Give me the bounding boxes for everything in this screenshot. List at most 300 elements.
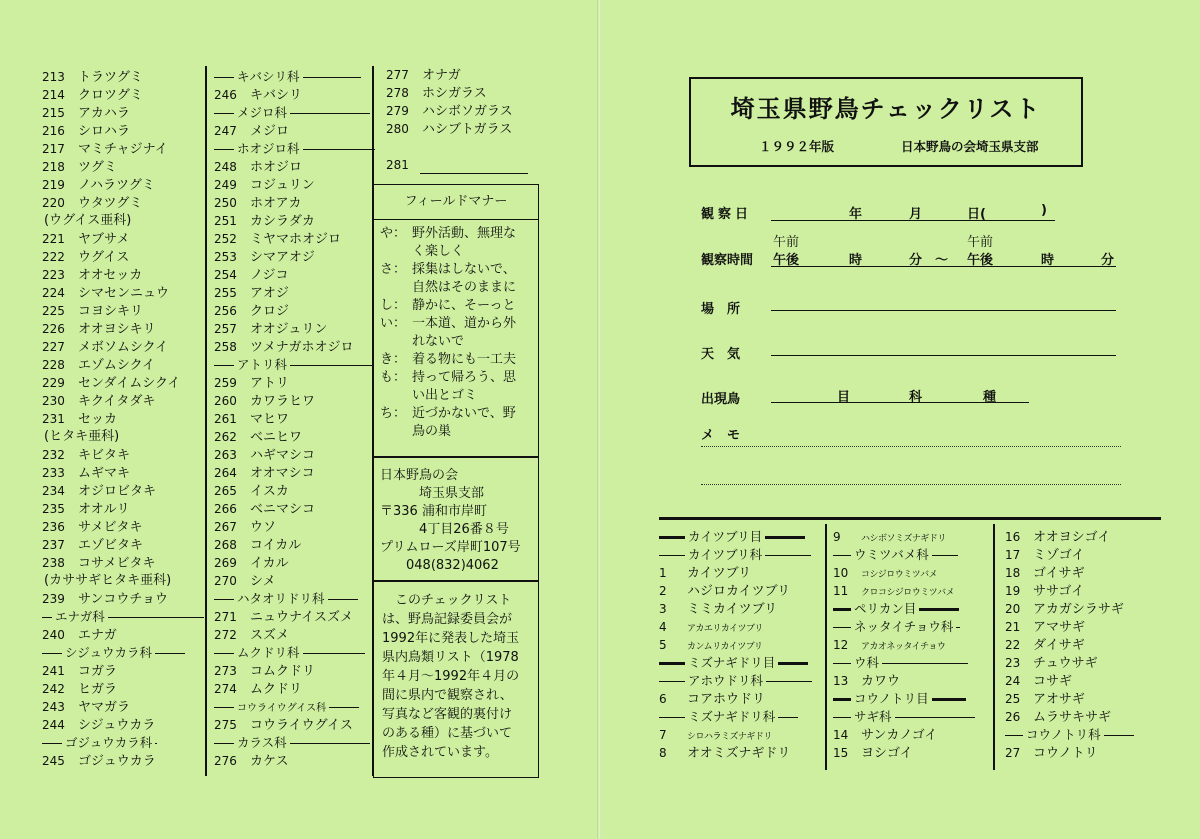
family-label: シジュウカラ科 — [65, 645, 152, 660]
species-name: ノジコ — [250, 268, 289, 283]
field-manner-title: フィールドマナー — [374, 185, 538, 220]
address-line: 埼玉県支部 — [380, 486, 485, 501]
header-rule-right — [932, 698, 966, 701]
species-entry — [659, 726, 839, 744]
header-rule-right — [765, 555, 811, 556]
species-number: 234 — [42, 484, 65, 498]
species-name: ハギマシコ — [250, 448, 316, 463]
species-number: 236 — [42, 520, 65, 534]
memo-line-1[interactable] — [701, 446, 1121, 447]
species-entry — [1005, 690, 1165, 708]
manner-line — [380, 243, 516, 261]
species-name: キビタキ — [78, 448, 131, 463]
species-number: 228 — [42, 358, 65, 372]
start-hour-unit: 時 — [849, 253, 863, 268]
family-header — [214, 68, 374, 86]
species-entry — [42, 86, 202, 104]
header-rule-right — [290, 365, 374, 366]
species-name: スズメ — [250, 628, 290, 643]
family-label: ウ科 — [854, 655, 880, 670]
family-label: ネッタイチョウ科 — [854, 619, 954, 634]
header-rule-left — [42, 617, 52, 618]
species-entry — [214, 212, 374, 230]
header-rule-left — [214, 653, 234, 654]
family-header — [833, 708, 998, 726]
species-entry — [42, 464, 202, 482]
species-number: 275 — [214, 718, 237, 732]
species-name: イカル — [250, 556, 289, 571]
species-name: ウグイス — [78, 250, 130, 265]
species-name: ツメナガホオジロ — [250, 340, 354, 355]
species-entry — [386, 102, 536, 120]
species-name: エナガ — [78, 628, 117, 643]
species-entry — [833, 528, 998, 546]
species-entry — [1005, 654, 1165, 672]
header-rule-left — [833, 663, 851, 664]
species-entry — [1005, 582, 1165, 600]
species-number: 271 — [214, 610, 237, 624]
subfamily-text: (ヒタキ亜科) — [44, 429, 120, 444]
species-entry — [42, 680, 202, 698]
species-name: コムクドリ — [250, 664, 316, 679]
species-name: トラツグミ — [78, 70, 143, 85]
species-name: ホオアカ — [250, 196, 302, 211]
species-entry — [214, 158, 374, 176]
species-entry — [833, 582, 998, 600]
species-number: 261 — [214, 412, 237, 426]
species-entry — [42, 248, 202, 266]
species-number: 6 — [659, 692, 667, 706]
date-month-unit: 月 — [909, 207, 923, 222]
species-name: カイツブリ — [687, 566, 752, 581]
species-name: ササゴイ — [1033, 584, 1085, 599]
species-number: 10 — [833, 566, 849, 580]
species-entry — [42, 140, 202, 158]
species-number: 11 — [833, 584, 849, 598]
header-rule-right — [932, 555, 958, 556]
left-page — [0, 0, 598, 839]
species-number: 27 — [1005, 746, 1021, 760]
manner-text: い出とゴミ — [412, 388, 478, 403]
species-entry — [214, 680, 374, 698]
family-header — [42, 644, 202, 662]
species-number: 19 — [1005, 584, 1021, 598]
manner-text: 近づかないで、野 — [412, 406, 516, 421]
header-rule-left — [214, 743, 234, 744]
column-divider — [993, 524, 995, 770]
header-rule-left — [42, 653, 62, 654]
family-header — [214, 140, 374, 158]
species-number: 252 — [214, 232, 237, 246]
header-rule-right — [329, 707, 359, 708]
header-rule-right — [303, 653, 365, 654]
species-name: ムギマキ — [78, 466, 131, 481]
species-name: コサギ — [1033, 674, 1073, 689]
species-number: 272 — [214, 628, 237, 642]
species-number: 26 — [1005, 710, 1021, 724]
species-entry — [214, 122, 374, 140]
header-rule-left — [833, 627, 851, 628]
species-entry — [42, 266, 202, 284]
species-entry — [214, 410, 374, 428]
family-label: カイツブリ目 — [688, 529, 763, 544]
species-name: ミゾゴイ — [1033, 548, 1085, 563]
species-number: 266 — [214, 502, 237, 516]
species-number: 277 — [386, 68, 409, 82]
species-entry — [214, 608, 374, 626]
species-number: 21 — [1005, 620, 1021, 634]
species-entry — [833, 672, 998, 690]
manner-text: 一本道、道から外 — [412, 316, 517, 331]
species-number: 225 — [42, 304, 65, 318]
note-line: 年４月～1992年４月の — [382, 669, 520, 684]
species-entry — [42, 590, 202, 608]
address-line: 048(832)4062 — [380, 558, 499, 573]
header-rule-right — [108, 617, 204, 618]
header-rule-right — [155, 653, 185, 654]
family-label: コウノトリ科 — [1026, 727, 1101, 742]
manner-line — [380, 261, 516, 279]
species-name: コウライウグイス — [250, 718, 353, 733]
family-header — [659, 672, 839, 690]
species-name: ムクドリ — [250, 682, 303, 697]
header-rule-left — [833, 608, 851, 611]
species-entry — [214, 374, 374, 392]
species-number: 250 — [214, 196, 237, 210]
species-number: 254 — [214, 268, 237, 282]
species-number: 247 — [214, 124, 237, 138]
species-entry — [42, 230, 202, 248]
manner-text: 採集はしないで、 — [412, 262, 516, 277]
species-number: 269 — [214, 556, 237, 570]
family-header — [1005, 726, 1165, 744]
family-label: ムクドリ科 — [237, 645, 300, 660]
family-header — [833, 600, 998, 618]
species-name: ツグミ — [78, 160, 117, 175]
species-entry — [214, 428, 374, 446]
species-name: ベニマシコ — [250, 502, 316, 517]
species-name: ハシブトガラス — [422, 122, 513, 137]
species-entry — [1005, 744, 1165, 762]
species-number: 229 — [42, 376, 65, 390]
species-name: オジロビタキ — [78, 484, 157, 499]
species-name: ヨシゴイ — [861, 746, 913, 761]
species-number: 268 — [214, 538, 237, 552]
species-name: メボソムシクイ — [78, 340, 168, 355]
manner-text: れないで — [412, 334, 465, 349]
blank-entry-line — [420, 173, 528, 174]
header-rule-right — [1104, 735, 1134, 736]
field-manner-box — [373, 184, 539, 458]
column-divider — [205, 66, 207, 776]
family-header — [659, 546, 839, 564]
header-rule-left — [214, 113, 234, 114]
header-rule-left — [659, 536, 685, 539]
family-header — [214, 644, 374, 662]
manner-line — [380, 387, 516, 405]
species-number: 221 — [42, 232, 65, 246]
species-number: 2 — [659, 584, 667, 598]
address-box — [373, 456, 539, 582]
species-name: キバシリ — [250, 88, 303, 103]
family-header — [833, 618, 998, 636]
family-label: サギ科 — [854, 709, 892, 724]
time-tilde: ～ — [935, 253, 949, 268]
species-name: イスカ — [250, 484, 289, 499]
species-name: シマアオジ — [250, 250, 315, 265]
species-entry — [42, 356, 202, 374]
header-rule-right — [895, 717, 975, 718]
species-name: コイカル — [250, 538, 302, 553]
species-entry — [833, 744, 998, 762]
time-field-line[interactable] — [771, 266, 1116, 267]
note-line: 作成されています。 — [382, 745, 498, 760]
header-rule-right — [303, 77, 361, 78]
species-name: メジロ — [250, 124, 290, 139]
header-rule-left — [833, 555, 851, 556]
species-number: 267 — [214, 520, 237, 534]
species-number: 15 — [833, 746, 849, 760]
manner-line — [380, 333, 516, 351]
species-name: コヨシキリ — [78, 304, 144, 319]
species-number: 227 — [42, 340, 65, 354]
family-header — [659, 528, 839, 546]
header-rule-left — [214, 599, 234, 600]
edition: １９９２年版 — [759, 139, 835, 154]
family-label: ペリカン目 — [854, 601, 917, 616]
species-entry — [42, 122, 202, 140]
species-number: 274 — [214, 682, 237, 696]
species-name: シジュウカラ — [78, 718, 156, 733]
species-number: 16 — [1005, 530, 1021, 544]
birds-family-unit: 科 — [909, 390, 923, 405]
memo-line-2[interactable] — [701, 484, 1121, 485]
species-number: 239 — [42, 592, 65, 606]
species-name: アオサギ — [1033, 692, 1085, 707]
species-entry — [1005, 528, 1165, 546]
manner-line — [380, 315, 516, 333]
header-rule-left — [833, 717, 851, 718]
species-number: 14 — [833, 728, 849, 742]
species-number: 240 — [42, 628, 65, 642]
right-page — [601, 0, 1200, 839]
species-number: 263 — [214, 448, 237, 462]
note-line: のある種）に基づいて — [382, 726, 513, 741]
species-name: カワウ — [861, 674, 901, 689]
header-rule-right — [778, 717, 798, 718]
species-number: 217 — [42, 142, 65, 156]
species-name: サメビタキ — [78, 520, 143, 535]
family-label: エナガ科 — [55, 609, 105, 624]
date-field-line[interactable] — [771, 220, 1055, 221]
species-entry — [42, 374, 202, 392]
species-name: カワラヒワ — [250, 394, 316, 409]
species-entry — [214, 572, 374, 590]
family-label: キバシリ科 — [237, 69, 300, 84]
manner-line — [380, 369, 516, 387]
species-column-2 — [214, 68, 374, 770]
species-number: 218 — [42, 160, 65, 174]
family-label: アトリ科 — [237, 357, 288, 372]
species-name: サンコウチョウ — [78, 592, 168, 607]
species-name: オナガ — [422, 68, 461, 83]
species-entry — [42, 482, 202, 500]
species-number: 264 — [214, 466, 237, 480]
birds-order-unit: 目 — [837, 390, 851, 405]
family-header — [659, 654, 839, 672]
species-name: ハシボソミズナギドリ — [861, 534, 946, 544]
end-hour-unit: 時 — [1041, 253, 1055, 268]
species-name: ミミカイツブリ — [687, 602, 778, 617]
species-number: 242 — [42, 682, 65, 696]
species-entry — [214, 626, 374, 644]
species-number: 24 — [1005, 674, 1021, 688]
species-number: 25 — [1005, 692, 1021, 706]
species-number: 3 — [659, 602, 667, 616]
species-entry — [214, 716, 374, 734]
address-line: 4丁目26番８号 — [380, 522, 509, 537]
species-number: 22 — [1005, 638, 1021, 652]
note-text — [382, 591, 519, 762]
family-header — [42, 608, 202, 626]
species-entry — [42, 194, 202, 212]
date-paren-close: ) — [1041, 203, 1047, 218]
header-rule-left — [659, 717, 685, 718]
family-label: ハタオリドリ科 — [237, 591, 325, 606]
species-name: ゴジュウカラ — [78, 754, 156, 769]
family-label: コウノトリ目 — [854, 691, 929, 706]
family-header — [42, 734, 202, 752]
species-number: 251 — [214, 214, 237, 228]
species-name: ヒガラ — [78, 682, 118, 697]
species-entry — [214, 248, 374, 266]
species-entry — [214, 392, 374, 410]
species-number: 220 — [42, 196, 65, 210]
place-field-line[interactable] — [771, 310, 1116, 311]
time-label: 観察時間 — [701, 253, 754, 268]
manner-line — [380, 423, 516, 441]
header-rule-left — [659, 662, 685, 665]
manner-text: 静かに、そーっと — [412, 298, 516, 313]
species-name: ホオジロ — [250, 160, 303, 175]
species-name: オオジュリン — [250, 322, 328, 337]
start-minute-unit: 分 — [909, 253, 923, 268]
species-entry — [1005, 672, 1165, 690]
species-entry — [833, 726, 998, 744]
family-header — [214, 698, 374, 716]
family-header — [833, 546, 998, 564]
species-entry — [42, 392, 202, 410]
family-label: カイツブリ科 — [688, 547, 763, 562]
family-header — [833, 654, 998, 672]
species-name: サンカノゴイ — [861, 728, 938, 743]
species-number: 265 — [214, 484, 237, 498]
birds-species-unit: 種 — [983, 390, 997, 405]
header-rule-left — [659, 555, 685, 556]
species-entry — [1005, 600, 1165, 618]
species-entry — [214, 500, 374, 518]
species-number: 259 — [214, 376, 237, 390]
species-name: アマサギ — [1033, 620, 1086, 635]
species-name: ウソ — [250, 520, 277, 535]
family-label: ゴジュウカラ科 — [65, 735, 153, 750]
header-rule-left — [214, 149, 234, 150]
species-number: 258 — [214, 340, 237, 354]
note-line: 1992年に発表した埼玉 — [382, 631, 520, 646]
subfamily-label — [42, 428, 202, 446]
species-number: 260 — [214, 394, 237, 408]
species-number: 216 — [42, 124, 65, 138]
species-name: シメ — [250, 574, 276, 589]
species-entry — [214, 446, 374, 464]
species-name: コシジロウミツバメ — [861, 570, 938, 580]
species-number: 273 — [214, 664, 237, 678]
subfamily-label — [42, 212, 202, 230]
species-name: コアホウドリ — [687, 692, 766, 707]
species-entry — [659, 582, 839, 600]
species-number: 8 — [659, 746, 667, 760]
species-number: 276 — [214, 754, 237, 768]
note-line: このチェックリスト — [382, 593, 512, 608]
species-entry — [42, 662, 202, 680]
weather-label: 天 気 — [701, 347, 741, 362]
species-name: マミチャジナイ — [78, 142, 168, 157]
species-entry — [214, 320, 374, 338]
species-entry — [42, 554, 202, 572]
species-number: 17 — [1005, 548, 1021, 562]
species-entry — [214, 176, 374, 194]
species-number: 219 — [42, 178, 65, 192]
species-entry — [659, 744, 839, 762]
subfamily-text: (ウグイス亜科) — [44, 213, 132, 228]
list-top-rule — [659, 517, 1161, 520]
species-name: コガラ — [78, 664, 118, 679]
species-number: 253 — [214, 250, 237, 264]
species-column-r2 — [833, 528, 998, 762]
species-number: 243 — [42, 700, 65, 714]
species-number: 231 — [42, 412, 65, 426]
species-number: 12 — [833, 638, 849, 652]
species-name: シロハラミズナギドリ — [687, 732, 772, 742]
species-number: 226 — [42, 322, 65, 336]
species-name: ニュウナイスズメ — [250, 610, 353, 625]
header-rule-left — [214, 77, 234, 78]
species-name: オオヨシゴイ — [1033, 530, 1111, 545]
place-label: 場 所 — [701, 302, 741, 317]
manner-key: し： — [380, 298, 407, 313]
species-entry — [42, 536, 202, 554]
manner-text: 自然はそのままに — [412, 280, 517, 295]
weather-field-line[interactable] — [771, 355, 1116, 356]
species-entry — [386, 84, 536, 102]
address-line: 〒336 浦和市岸町 — [380, 504, 487, 519]
species-name: ハシボソガラス — [422, 104, 513, 119]
species-entry — [42, 698, 202, 716]
header-rule-right — [155, 743, 157, 744]
species-entry — [659, 564, 839, 582]
species-number: 215 — [42, 106, 65, 120]
birds-label: 出現鳥 — [701, 392, 741, 407]
species-entry — [42, 176, 202, 194]
header-rule-left — [214, 365, 234, 366]
species-entry — [214, 284, 374, 302]
species-entry — [42, 338, 202, 356]
species-name: オオマシコ — [250, 466, 315, 481]
species-name: キクイタダキ — [78, 394, 156, 409]
family-header — [659, 708, 839, 726]
species-column-r1 — [659, 528, 839, 762]
birds-field-line[interactable] — [771, 402, 1029, 403]
